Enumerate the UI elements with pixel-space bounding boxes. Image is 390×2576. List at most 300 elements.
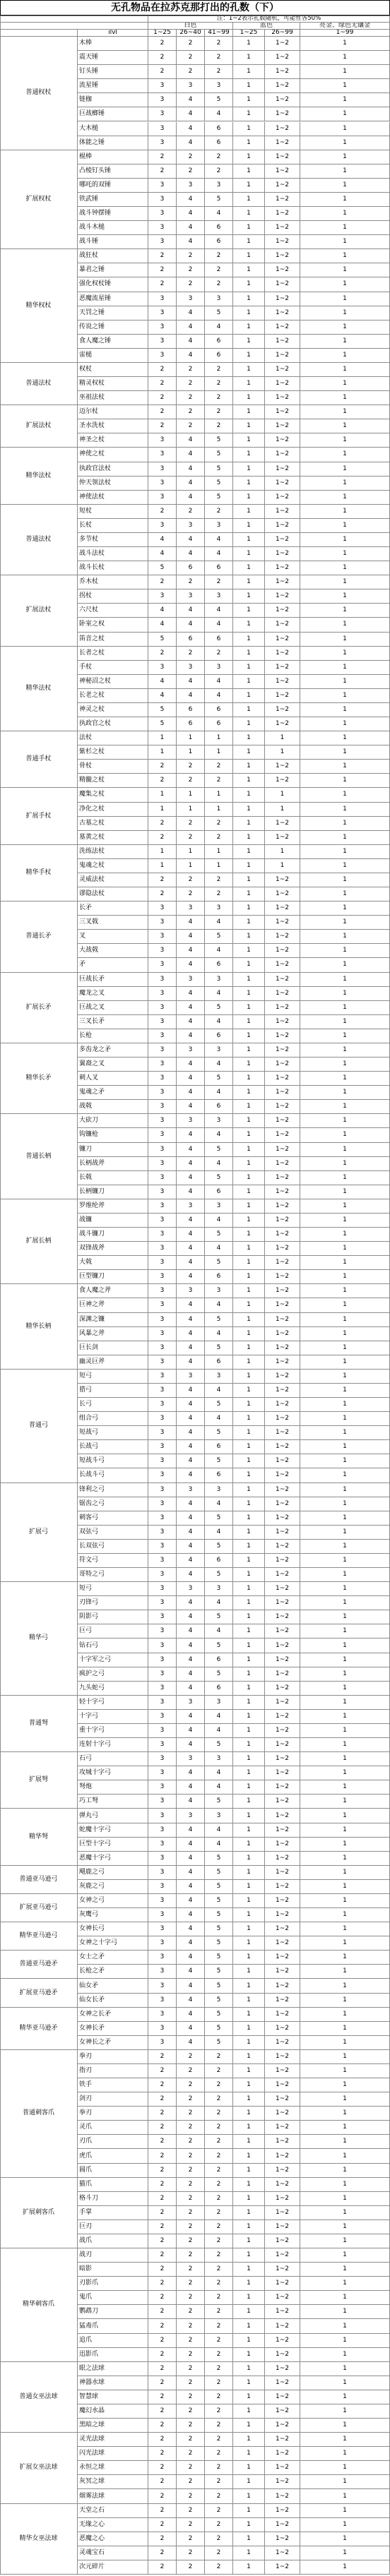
- hole-count: 3: [148, 1894, 177, 1908]
- hole-count: 3: [148, 1511, 177, 1526]
- hole-count: 2: [177, 2348, 205, 2362]
- hole-count: 6: [205, 221, 233, 235]
- hole-count: 1: [300, 2192, 390, 2206]
- hole-count: 1~2: [265, 2475, 300, 2489]
- hole-count: 4: [177, 1029, 205, 1043]
- hole-count: 5: [205, 1738, 233, 1752]
- hole-count: 3: [148, 1696, 177, 1710]
- hole-count: 1: [233, 1199, 265, 1214]
- hole-count: 1: [300, 2404, 390, 2419]
- item-name: 多节杖: [78, 533, 148, 547]
- hole-count: 2: [205, 2206, 233, 2220]
- hole-count: 1: [300, 1795, 390, 1809]
- hole-count: 1: [300, 2376, 390, 2390]
- hole-count: 1: [300, 1114, 390, 1128]
- hole-count: 2: [205, 774, 233, 788]
- hole-count: 3: [148, 1029, 177, 1043]
- hole-count: 4: [205, 604, 233, 618]
- hole-count: 1: [300, 1809, 390, 1823]
- hole-count: 4: [205, 1766, 233, 1780]
- group-label: 扩展刺客爪: [0, 2178, 78, 2248]
- hole-count: 3: [205, 1483, 233, 1497]
- item-name: 轻十字弓: [78, 1696, 148, 1710]
- hole-count: 2: [177, 2518, 205, 2532]
- hole-count: 1: [233, 1171, 265, 1185]
- hole-count: 3: [148, 1965, 177, 1979]
- hole-count: 1: [233, 845, 265, 859]
- group-label: 扩展弩: [0, 1752, 78, 1809]
- hole-count: 1~2: [265, 774, 300, 788]
- hole-count: 2: [205, 2192, 233, 2206]
- hole-count: 2: [205, 2092, 233, 2107]
- hole-count: 2: [205, 37, 233, 51]
- hole-count: 2: [177, 817, 205, 831]
- hole-count: 4: [177, 477, 205, 491]
- hole-count: 1~2: [265, 122, 300, 136]
- hole-count: 4: [177, 1398, 205, 1412]
- item-name: 剑刃: [78, 2092, 148, 2107]
- hole-count: 5: [205, 1610, 233, 1624]
- group-label: 普通亚马逊弓: [0, 1866, 78, 1894]
- hole-count: 1: [233, 477, 265, 491]
- hole-count: 4: [177, 93, 205, 107]
- hole-count: 4: [177, 1908, 205, 1922]
- hole-count: 3: [148, 930, 177, 944]
- hole-count: 5: [205, 1795, 233, 1809]
- hole-count: 6: [205, 235, 233, 249]
- item-name: 战狂杖: [78, 249, 148, 263]
- hole-count: 5: [205, 1143, 233, 1157]
- hole-count: 1: [300, 973, 390, 987]
- hole-count: 1~2: [265, 2164, 300, 2178]
- hole-count: 2: [205, 2376, 233, 2390]
- hole-count: 3: [148, 1554, 177, 1568]
- item-name: 长柄战斧: [78, 1157, 148, 1171]
- hole-count: 1: [233, 1454, 265, 1468]
- item-name: 迅影爪: [78, 2348, 148, 2362]
- hole-count: 1: [300, 179, 390, 193]
- hole-count: 1: [233, 944, 265, 958]
- group-label: 扩展长矛: [0, 973, 78, 1043]
- hole-count: 3: [177, 1483, 205, 1497]
- hole-count: 1: [233, 1327, 265, 1341]
- hole-count: 1: [300, 1214, 390, 1228]
- hole-count: 3: [148, 1667, 177, 1682]
- hole-count: 2: [148, 2277, 177, 2291]
- hole-count: 1: [300, 2178, 390, 2192]
- hole-count: 1~2: [265, 987, 300, 1001]
- hole-count: 1~2: [265, 2234, 300, 2248]
- item-name: 铁手: [78, 2078, 148, 2092]
- table-note: 注：1~2表示孔数随机，可能性各50%: [148, 16, 390, 23]
- hole-count: 1: [233, 1809, 265, 1823]
- hole-count: 1~2: [265, 2064, 300, 2078]
- hole-count: 1: [233, 2206, 265, 2220]
- hole-count: 1~2: [265, 887, 300, 901]
- item-name: 精灵权杖: [78, 377, 148, 391]
- item-name: 天罚之锤: [78, 306, 148, 320]
- hole-count: 1: [233, 306, 265, 320]
- hole-count: 4: [177, 689, 205, 703]
- hole-count: 1~2: [265, 2121, 300, 2135]
- hole-count: 1: [233, 2362, 265, 2376]
- hole-count: 1~2: [265, 2362, 300, 2376]
- item-name: 体能之锤: [78, 136, 148, 150]
- hole-count: 3: [148, 1624, 177, 1639]
- hole-count: 2: [148, 2348, 177, 2362]
- hole-count: 5: [205, 1072, 233, 1086]
- item-name: 重十字弓: [78, 1724, 148, 1738]
- hole-count: 5: [205, 2022, 233, 2036]
- hole-count: 2: [148, 2319, 177, 2333]
- hole-count: 2: [205, 2050, 233, 2064]
- hole-count: 1~2: [265, 1313, 300, 1327]
- hole-count: 1: [233, 647, 265, 661]
- hole-count: 2: [205, 51, 233, 65]
- hole-count: 1~2: [265, 1639, 300, 1653]
- hole-count: 3: [148, 1922, 177, 1936]
- hole-count: 1~2: [265, 1795, 300, 1809]
- hole-count: 4: [205, 1298, 233, 1312]
- hole-count: 4: [177, 1256, 205, 1270]
- hole-count: 3: [148, 1171, 177, 1185]
- item-name: 长战斗弓: [78, 1468, 148, 1482]
- hole-count: 4: [205, 1724, 233, 1738]
- hole-count: 2: [177, 760, 205, 774]
- hole-count: 2: [148, 2206, 177, 2220]
- hole-count: 4: [177, 1951, 205, 1965]
- hole-count: 2: [177, 2419, 205, 2433]
- hole-count: 1~2: [265, 916, 300, 930]
- hole-count: 1: [233, 2220, 265, 2234]
- hole-count: 1: [300, 703, 390, 717]
- hole-count: 1~2: [265, 1341, 300, 1355]
- hole-count: 1: [233, 107, 265, 121]
- hole-count: 4: [177, 1454, 205, 1468]
- hole-count: 4: [205, 1242, 233, 1256]
- hole-count: 2: [205, 65, 233, 79]
- hole-count: 4: [148, 618, 177, 632]
- hole-count: 1: [300, 2504, 390, 2518]
- hole-count: 5: [205, 491, 233, 505]
- hole-count: 5: [205, 1511, 233, 1526]
- hole-count: 1~2: [265, 221, 300, 235]
- hole-count: 3: [148, 1001, 177, 1015]
- group-label: 扩展弓: [0, 1483, 78, 1583]
- hole-count: 3: [177, 1043, 205, 1058]
- hole-count: 5: [205, 1313, 233, 1327]
- hole-count: 3: [177, 1199, 205, 1214]
- hole-count: 1~2: [265, 306, 300, 320]
- hole-count: 1: [300, 1228, 390, 1242]
- hole-count: 1: [300, 2234, 390, 2248]
- hole-count: 1: [300, 1454, 390, 1468]
- hole-count: 1: [233, 2390, 265, 2404]
- hole-count: 1: [205, 845, 233, 859]
- item-name: 大木槌: [78, 122, 148, 136]
- hole-count: 2: [177, 2504, 205, 2518]
- hole-count: 2: [148, 2305, 177, 2319]
- group-label: 精华手杖: [0, 845, 78, 901]
- item-name: 巨战榔锤: [78, 107, 148, 121]
- item-name: 强化权杖锤: [78, 277, 148, 292]
- item-name: 鹦鹉刀: [78, 2305, 148, 2319]
- hole-count: 1: [300, 1979, 390, 1993]
- hole-count: 3: [148, 1979, 177, 1993]
- hole-count: 1~2: [265, 37, 300, 51]
- hole-count: 1: [205, 731, 233, 745]
- hole-count: 1: [300, 2433, 390, 2447]
- hole-count: 1: [300, 1922, 390, 1936]
- hole-count: 1: [233, 1355, 265, 1370]
- hole-count: 1: [300, 2447, 390, 2461]
- hole-count: 1~2: [265, 1398, 300, 1412]
- hole-count: 1: [233, 1682, 265, 1696]
- hole-count: 2: [205, 760, 233, 774]
- hole-count: 5: [205, 448, 233, 462]
- hole-count: 3: [148, 1724, 177, 1738]
- hole-count: 1: [300, 1412, 390, 1426]
- hole-count: 2: [205, 2319, 233, 2333]
- item-name: 拳刃: [78, 2050, 148, 2064]
- hole-count: 1: [300, 1298, 390, 1312]
- hole-count: 1: [233, 2164, 265, 2178]
- hole-count: 1~2: [265, 136, 300, 150]
- item-name: 魔幻水晶: [78, 2404, 148, 2419]
- hole-count: 1: [300, 2121, 390, 2135]
- hole-count: 3: [148, 207, 177, 221]
- hole-count: 2: [205, 2504, 233, 2518]
- hole-count: 1~2: [265, 1426, 300, 1440]
- hole-count: 1: [300, 661, 390, 675]
- hole-count: 1: [233, 2291, 265, 2305]
- item-name: 暗影: [78, 2263, 148, 2277]
- hole-count: 1: [233, 150, 265, 164]
- item-name: 阴影弓: [78, 1610, 148, 1624]
- hole-count: 1: [233, 547, 265, 561]
- item-name: 战爪: [78, 2234, 148, 2248]
- group-label: 扩展权杖: [0, 150, 78, 250]
- item-name: 铁武锤: [78, 193, 148, 207]
- hole-count: 1: [233, 1072, 265, 1086]
- item-name: 手掌: [78, 2206, 148, 2220]
- hole-count: 1: [233, 1752, 265, 1766]
- hole-count: 1: [300, 1653, 390, 1667]
- hole-count: 3: [148, 1072, 177, 1086]
- hole-count: 1: [233, 207, 265, 221]
- hole-count: 1: [233, 2546, 265, 2560]
- hole-count: 1: [300, 65, 390, 79]
- item-name: 仙女矛: [78, 1979, 148, 1993]
- hole-count: 1~2: [265, 1114, 300, 1128]
- hole-count: 1: [233, 2419, 265, 2433]
- header-range: 26~99: [265, 30, 300, 37]
- hole-count: 1: [233, 2489, 265, 2503]
- hole-count: 2: [177, 2362, 205, 2376]
- hole-count: 1~2: [265, 1412, 300, 1426]
- hole-count: 5: [205, 1936, 233, 1951]
- hole-count: 1~2: [265, 1696, 300, 1710]
- hole-count: 2: [177, 2164, 205, 2178]
- hole-count: 4: [177, 335, 205, 349]
- hole-count: 5: [205, 1228, 233, 1242]
- hole-count: 4: [177, 1086, 205, 1100]
- hole-count: 1~2: [265, 2390, 300, 2404]
- hole-count: 1: [233, 1015, 265, 1029]
- hole-count: 5: [205, 1894, 233, 1908]
- hole-count: 1: [233, 249, 265, 263]
- item-name: 墓黄之杖: [78, 831, 148, 845]
- hole-count: 1: [233, 1554, 265, 1568]
- hole-count: 4: [205, 1058, 233, 1072]
- hole-count: 1: [177, 745, 205, 760]
- hole-count: 3: [148, 1412, 177, 1426]
- item-name: 短弓: [78, 1370, 148, 1384]
- hole-count: 3: [148, 1582, 177, 1596]
- item-name: 弹丸弓: [78, 1809, 148, 1823]
- item-name: 灵光法球: [78, 2433, 148, 2447]
- hole-count: 1~2: [265, 193, 300, 207]
- hole-count: 1~2: [265, 1298, 300, 1312]
- hole-count: 2: [205, 2121, 233, 2135]
- hole-count: 2: [205, 2078, 233, 2092]
- hole-count: 1: [300, 1199, 390, 1214]
- hole-count: 2: [148, 2220, 177, 2234]
- hole-count: 1: [233, 958, 265, 972]
- hole-count: 1: [233, 1043, 265, 1058]
- hole-count: 1: [233, 349, 265, 363]
- hole-count: 1~2: [265, 1468, 300, 1482]
- hole-count: 1~2: [265, 292, 300, 306]
- hole-count: 1: [300, 462, 390, 477]
- hole-count: 1: [233, 448, 265, 462]
- item-name: 连射十字弓: [78, 1738, 148, 1752]
- item-name: 智慧球: [78, 2390, 148, 2404]
- hole-count: 1: [300, 1370, 390, 1384]
- hole-count: 4: [177, 1171, 205, 1185]
- hole-count: 1: [300, 2348, 390, 2362]
- hole-count: 1~2: [265, 2376, 300, 2390]
- hole-count: 1: [300, 1752, 390, 1766]
- group-label: 普通长柄: [0, 1114, 78, 1199]
- hole-count: 1: [233, 1610, 265, 1624]
- hole-count: 2: [177, 419, 205, 433]
- hole-count: 1: [148, 745, 177, 760]
- hole-count: 1: [300, 136, 390, 150]
- hole-count: 4: [177, 1270, 205, 1284]
- hole-count: 1~2: [265, 79, 300, 93]
- hole-count: 2: [205, 2489, 233, 2503]
- hole-count: 1: [233, 292, 265, 306]
- hole-count: 3: [148, 1710, 177, 1724]
- hole-count: 2: [148, 2178, 177, 2192]
- hole-count: 5: [205, 1951, 233, 1965]
- hole-count: 3: [148, 235, 177, 249]
- hole-count: 1~2: [265, 944, 300, 958]
- hole-count: 4: [177, 1497, 205, 1511]
- page-title: 无孔物品在拉苏克那打出的孔数（下）: [0, 0, 390, 16]
- item-name: 哥特之弓: [78, 1568, 148, 1582]
- hole-count: 1: [233, 745, 265, 760]
- hole-count: 3: [148, 1526, 177, 1540]
- hole-count: 2: [177, 2234, 205, 2248]
- hole-count: 1: [233, 873, 265, 887]
- hole-count: 1: [300, 873, 390, 887]
- hole-count: 2: [148, 249, 177, 263]
- hole-count: 5: [148, 633, 177, 647]
- hole-count: 1: [233, 391, 265, 405]
- hole-count: 2: [148, 150, 177, 164]
- hole-count: 1: [300, 2248, 390, 2263]
- hole-count: 1~2: [265, 2092, 300, 2107]
- hole-count: 1: [233, 2263, 265, 2277]
- hole-count: 3: [177, 1114, 205, 1128]
- hole-count: 2: [205, 164, 233, 179]
- hole-count: 2: [148, 2064, 177, 2078]
- hole-count: 3: [205, 1114, 233, 1128]
- hole-count: 1: [233, 136, 265, 150]
- hole-count: 1: [233, 1965, 265, 1979]
- item-name: 鬼魂之矛: [78, 1086, 148, 1100]
- hole-count: 4: [177, 1610, 205, 1624]
- hole-count: 1: [233, 2376, 265, 2390]
- hole-count: 1~2: [265, 1214, 300, 1228]
- hole-count: 1~2: [265, 1568, 300, 1582]
- hole-count: 2: [148, 2362, 177, 2376]
- hole-count: 3: [205, 1199, 233, 1214]
- hole-count: 1~2: [265, 1951, 300, 1965]
- item-name: 巨弓: [78, 1624, 148, 1639]
- hole-count: 1: [300, 249, 390, 263]
- hole-count: 3: [148, 1682, 177, 1696]
- hole-count: 1: [300, 1284, 390, 1298]
- hole-count: 1: [300, 1157, 390, 1171]
- hole-count: 1: [300, 1058, 390, 1072]
- item-name: 流星锤: [78, 79, 148, 93]
- hole-count: 1: [300, 1483, 390, 1497]
- hole-count: 2: [205, 575, 233, 589]
- item-name: 拳刃: [78, 2107, 148, 2121]
- hole-count: 4: [148, 533, 177, 547]
- group-label: 精华弓: [0, 1582, 78, 1696]
- hole-count: 1: [233, 2078, 265, 2092]
- hole-count: 2: [177, 2291, 205, 2305]
- item-name: 长战弓: [78, 1440, 148, 1454]
- item-name: 战镰: [78, 1214, 148, 1228]
- hole-count: 1~2: [265, 1738, 300, 1752]
- hole-count: 1~2: [265, 1327, 300, 1341]
- hole-count: 1: [233, 1795, 265, 1809]
- hole-count: 4: [177, 1994, 205, 2008]
- hole-count: 1: [265, 731, 300, 745]
- hole-count: 6: [205, 958, 233, 972]
- item-name: 短弓: [78, 1582, 148, 1596]
- hole-count: 2: [148, 2135, 177, 2149]
- hole-count: 1: [233, 1624, 265, 1639]
- hole-count: 2: [205, 2178, 233, 2192]
- item-name: 长者之杖: [78, 647, 148, 661]
- hole-count: 3: [148, 1568, 177, 1582]
- hole-count: 5: [205, 1398, 233, 1412]
- hole-count: 5: [205, 1994, 233, 2008]
- hole-count: 4: [177, 1511, 205, 1526]
- hole-count: 2: [177, 887, 205, 901]
- hole-count: 1: [300, 107, 390, 121]
- hole-count: 3: [148, 1058, 177, 1072]
- hole-count: 1: [300, 1838, 390, 1852]
- hole-count: 1: [300, 604, 390, 618]
- hole-count: 4: [205, 1327, 233, 1341]
